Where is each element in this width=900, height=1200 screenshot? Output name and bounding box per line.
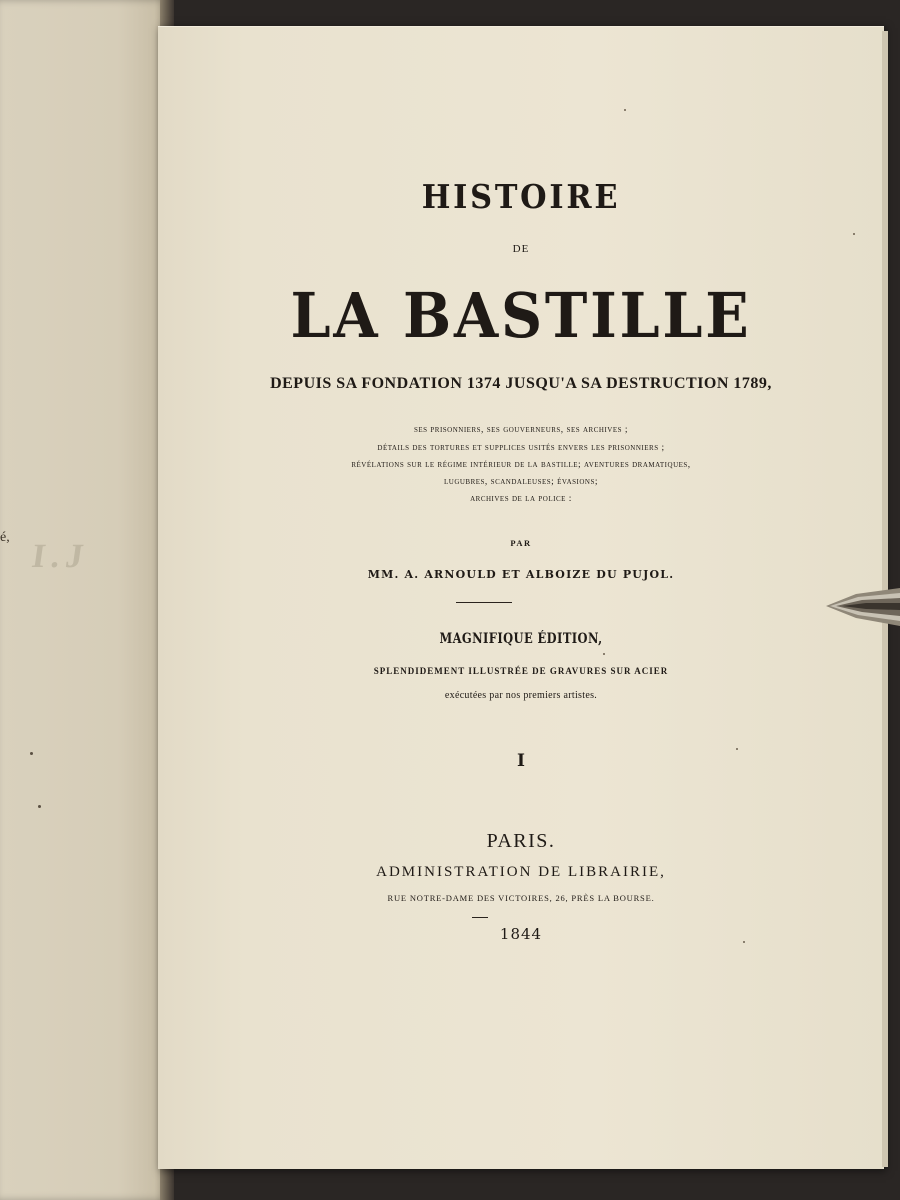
publication-year: 1844 (499, 925, 543, 943)
ink-speck (30, 752, 33, 755)
short-rule (472, 917, 488, 918)
paper-speck (853, 233, 855, 235)
subtitle-dates: DEPUIS SA FONDATION 1374 JUSQU'A SA DESTRUCTION 1789, (270, 375, 772, 392)
illustration-note: SPLENDIDEMENT ILLUSTRÉE DE GRAVURES SUR ACIER (373, 666, 669, 676)
left-page-glyph: é, (0, 530, 10, 545)
bookmark-pointer-icon (826, 586, 900, 628)
title-la-bastille: LA BASTILLE (290, 279, 752, 352)
title-de: DE (512, 243, 530, 255)
description-line-4: lugubres, scandaleuses; évasions; (443, 477, 598, 487)
title-page (158, 26, 884, 1169)
edition-label: MAGNIFIQUE ÉDITION, (439, 631, 603, 647)
paper-speck (736, 748, 738, 750)
ink-speck (38, 805, 41, 808)
publisher-name: ADMINISTRATION DE LIBRAIRIE, (376, 864, 666, 880)
authors: MM. A. ARNOULD ET ALBOIZE DU PUJOL. (367, 568, 675, 581)
by-label: PAR (510, 538, 532, 548)
volume-number: I (517, 751, 525, 771)
publisher-address: RUE NOTRE-DAME DES VICTOIRES, 26, PRÈS LA BOURSE. (387, 893, 655, 903)
description-line-2: détails des tortures et supplices usités envers les prisonniers ; (377, 443, 665, 453)
description-line-1: ses prisonniers, ses gouverneurs, ses archives ; (413, 425, 629, 435)
paper-speck (624, 109, 626, 111)
left-facing-page (0, 0, 168, 1200)
publication-city: PARIS. (486, 830, 556, 852)
paper-speck (603, 653, 605, 655)
description-line-3: révélations sur le régime intérieur de la bastille; aventures dramatiques, (351, 460, 691, 470)
left-page-faint-mark: I.J (29, 538, 92, 575)
artists-note: exécutées par nos premiers artistes. (444, 690, 598, 701)
divider-rule (456, 602, 512, 603)
description-line-5: archives de la police : (470, 494, 572, 504)
paper-speck (743, 941, 745, 943)
title-histoire: HISTOIRE (421, 177, 621, 216)
